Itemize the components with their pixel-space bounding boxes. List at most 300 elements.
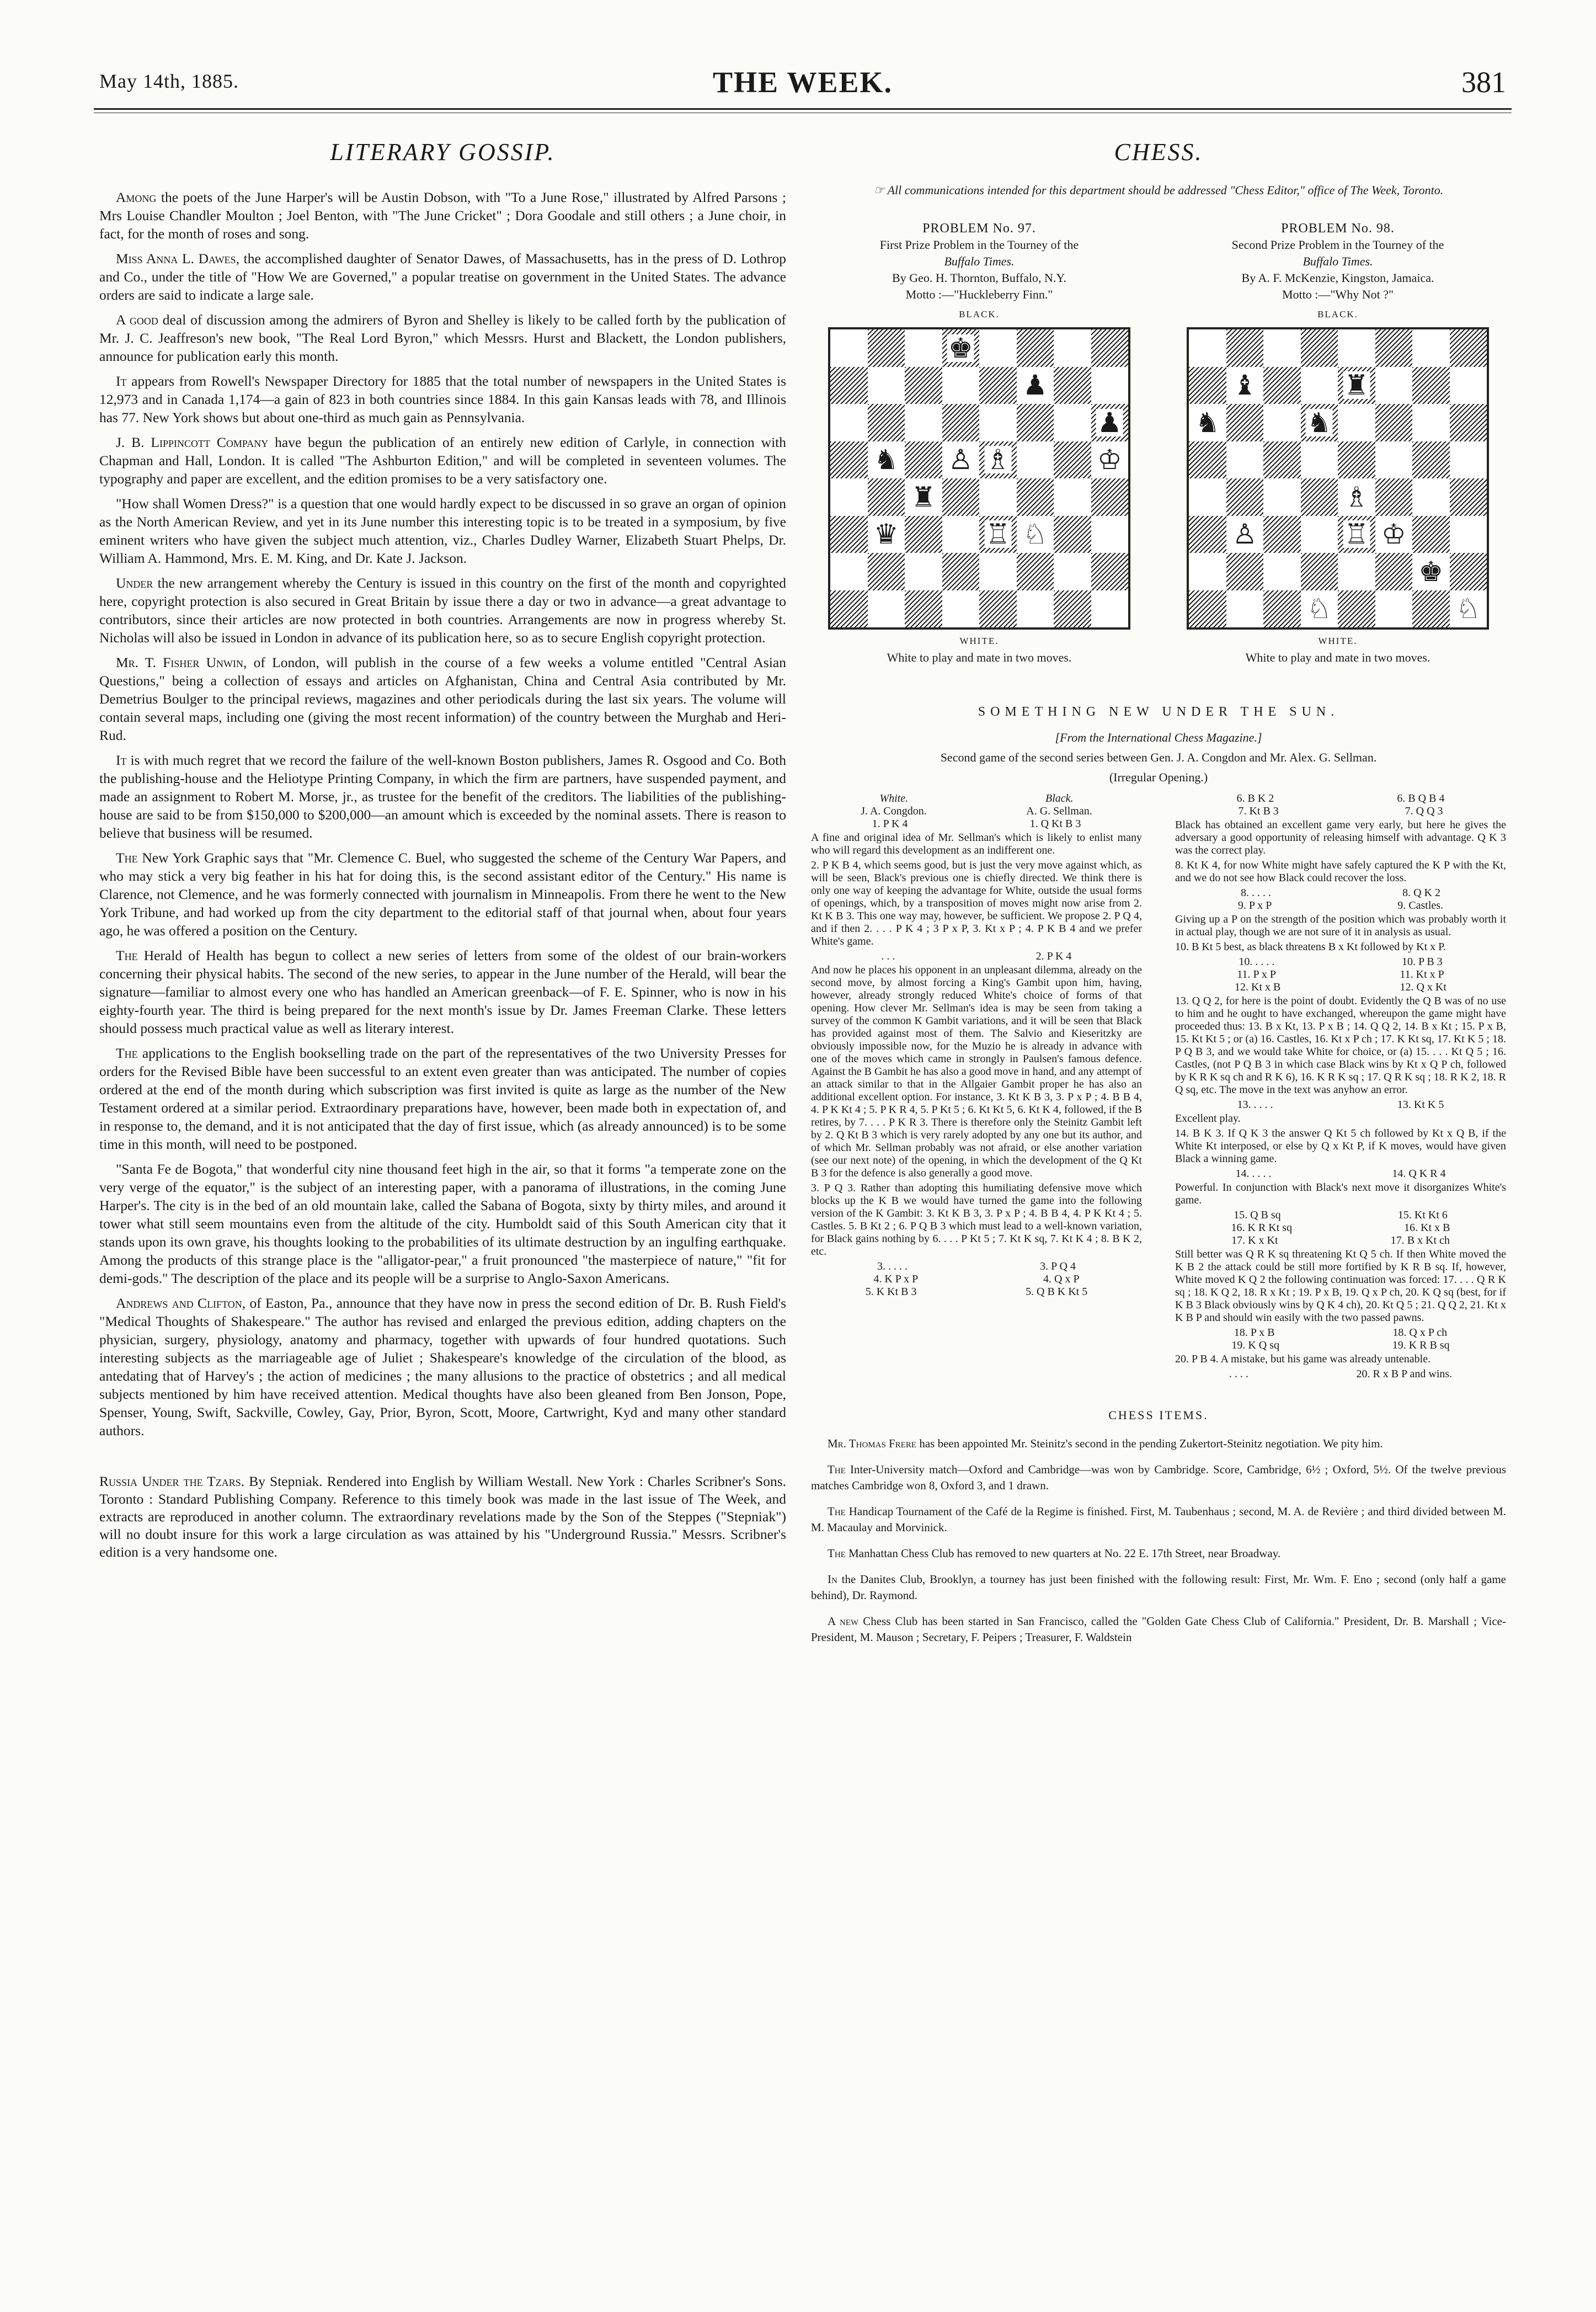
board-square: [905, 516, 942, 553]
problem-author: By Geo. H. Thornton, Buffalo, N.Y.: [892, 271, 1066, 285]
board-square: [1412, 516, 1450, 553]
black-move: 16. Kt x B: [1404, 1222, 1450, 1234]
page-header: [99, 65, 1506, 104]
chess-piece: ♚: [948, 332, 973, 364]
item-text: Chess Club has been started in San Francisco, called the "Golden Gate Chess Club of California." President, Dr. B. Marshall ; Vice-President, M. Mauson ; Secretary, F. Peipers ; Treasurer, F. Waldstein: [811, 1615, 1506, 1644]
paragraph-lead: The: [116, 947, 138, 963]
gossip-paragraph: [99, 1160, 786, 1287]
gossip-paragraph: [99, 574, 786, 647]
board-square: [1054, 441, 1091, 479]
board-square: [1054, 404, 1091, 441]
gossip-paragraph: [99, 249, 786, 304]
game-note: Powerful. In conjunction with Black's next move it disorganizes White's game.: [1175, 1181, 1506, 1206]
board-square: [1375, 478, 1413, 516]
review-title: Russia Under the Tzars.: [99, 1473, 245, 1489]
board-square: [979, 553, 1017, 590]
game-moves-1: [811, 818, 1142, 1298]
board-square: [1412, 478, 1450, 516]
black-move: 9. Castles.: [1397, 899, 1444, 912]
move-row: [1175, 899, 1506, 912]
board-square: [1189, 553, 1226, 590]
chess-piece: ♖: [1344, 519, 1369, 550]
board-square: [942, 590, 980, 628]
board-square: [1338, 367, 1375, 404]
board-square: [1301, 478, 1338, 516]
white-move: 14. . . . .: [1235, 1168, 1272, 1180]
problem-line1: Second Prize Problem in the Tourney of the: [1231, 238, 1444, 252]
board-square: [1226, 478, 1264, 516]
board-square: [979, 441, 1017, 479]
board-square: [830, 553, 868, 590]
paragraph-lead: J. B. Lippincott Company: [116, 434, 269, 450]
chess-column: [811, 138, 1506, 1655]
board-square: [1450, 404, 1487, 441]
game-note: Giving up a P on the strength of the position which was probably worth it in actual play, though we are not sure of it in analysis as usual.: [1175, 913, 1506, 938]
white-move: 10. . . . .: [1239, 956, 1275, 968]
game-column-1: [811, 792, 1142, 1381]
board-square: [1189, 478, 1226, 516]
paragraph-text: Herald of Health has begun to collect a new series of letters from some of the oldest of our brain-workers concerning their physical habits. The second of the new series, to appear in the June number of the Herald, will bear the signature—familiar to almost every one who has handled an American greenback—of F. E. Spinner, who is now in his eighty-fourth year. The third is being prepared for the next month's issue by Dr. James Freeman Clarke. These letters should possess much practical value as well as literary interest.: [99, 947, 786, 1036]
gossip-paragraph: [99, 849, 786, 940]
board-square: [1338, 329, 1375, 367]
chess-piece: ♙: [1232, 519, 1257, 550]
game-note: 13. Q Q 2, for here is the point of doubt. Evidently the Q B was of no use to him and he ought to have exchanged, whereupon the game might have proceeded thus: 13. B x Kt, 13. P x B ; 14. Q Q 2, 14. B x Kt ; 15. P x B, 15. Kt Kt 5 ; or (a) 16. Castles, 16. Kt x P ch ; 17. K Kt sq, 17. Kt K 5 ; 18. P Q B 3, and we would take White for choice, or (a) 15. . . . Kt Q 5 ; 16. Castles, (not P Q B 3 in which case Black wins by Kt x Q P ch, followed by K R K sq ch and R K 6), 16. K R K sq ; 17. Q R K sq ; 18. R K 2, 18. R Q sq, etc. The move in the text was anyhow an error.: [1175, 995, 1506, 1096]
move-row: [811, 1273, 1142, 1286]
board-square: [1450, 478, 1487, 516]
game-note: A fine and original idea of Mr. Sellman's which is likely to enlist many who will regard this development as an indifferent one.: [811, 832, 1142, 856]
move-row: [1175, 1368, 1506, 1381]
chess-item: [811, 1571, 1506, 1604]
gossip-paragraph: [99, 372, 786, 427]
gossip-paragraph: [99, 946, 786, 1037]
board-square: [830, 590, 868, 628]
board-square: [905, 478, 942, 516]
white-move: 3. . . . .: [877, 1260, 908, 1272]
chess-piece: ♖: [985, 519, 1011, 550]
board-square: [1226, 590, 1264, 628]
board-square: [1189, 404, 1226, 441]
black-move: 13. Kt K 5: [1397, 1099, 1444, 1111]
board-square: [1375, 553, 1413, 590]
white-move: 1. P K 4: [872, 818, 908, 830]
game-intro: Second game of the second series between Gen. J. A. Congdon and Mr. Alex. G. Sellman.: [940, 750, 1377, 764]
paragraph-lead: It: [116, 752, 127, 768]
board-square: [1263, 478, 1301, 516]
chess-item: [811, 1504, 1506, 1536]
chess-piece: ♟: [1097, 407, 1122, 438]
white-heading: White.: [879, 792, 909, 805]
board-square: [868, 367, 905, 404]
paragraph-text: appears from Rowell's Newspaper Directory for 1885 that the total number of newspapers in the United States is 12,973 and in Canada 1,174—a gain of 823 in both countries since 1884. In this gain Kansas leads with 78, and Illinois has 77. New York shows but about one-third as much gain as Pennsylvania.: [99, 373, 786, 425]
board-square: [1412, 590, 1450, 628]
board-square: [830, 516, 868, 553]
board-square: [1091, 590, 1129, 628]
paragraph-text: have begun the publication of an entirely new edition of Carlyle, in connection with Chapman and Hall, London. It is called "The Ashburton Edition," and will be completed in seventeen volumes. The typography and paper are excellent, and the edition promises to be a very satisfactory one.: [99, 434, 786, 487]
board-square: [830, 478, 868, 516]
move-row: [1175, 981, 1506, 994]
board-square: [1375, 329, 1413, 367]
board-square: [868, 329, 905, 367]
chess-items: [811, 1436, 1506, 1645]
board-square: [1017, 441, 1054, 479]
board-square: [1301, 329, 1338, 367]
chess-piece: ♜: [1344, 370, 1369, 401]
white-move: 12. Kt x B: [1235, 981, 1281, 993]
chess-piece: ♘: [1455, 593, 1481, 625]
black-move: 20. R x B P and wins.: [1356, 1368, 1453, 1380]
board-square: [1301, 441, 1338, 479]
game-title: SOMETHING NEW UNDER THE SUN.: [978, 705, 1339, 719]
paragraph-lead: The: [116, 1045, 138, 1061]
board-square: [1375, 516, 1413, 553]
board-square: [942, 553, 980, 590]
chess-item: [811, 1462, 1506, 1494]
game-note: 20. P B 4. A mistake, but his game was already untenable.: [1175, 1353, 1431, 1365]
paragraph-lead: Andrews and Clifton,: [116, 1295, 246, 1311]
black-label: BLACK.: [959, 309, 1000, 319]
board-square: [868, 553, 905, 590]
board-square: [868, 404, 905, 441]
board-square: [942, 329, 980, 367]
board-square: [942, 478, 980, 516]
board-square: [1226, 367, 1264, 404]
page-number: 381: [1461, 66, 1506, 99]
board-square: [1091, 553, 1129, 590]
problem-motto: Motto :—"Huckleberry Finn.": [905, 287, 1053, 301]
board-square: [830, 367, 868, 404]
board-square: [1375, 441, 1413, 479]
board-square: [979, 516, 1017, 553]
paragraph-text: "How shall Women Dress?" is a question that one would hardly expect to be discussed in so grave an organ of opinion as the North American Review, and yet in its June number this interesting topic is to be treated in a symposium, by five eminent writers who have given the subject much attention, viz., Charles Dudley Warner, Elizabeth Stuart Phelps, Dr. William A. Hammond, Mrs. E. M. King, and Dr. Kate J. Jackson.: [99, 496, 786, 566]
publication-title: THE WEEK.: [712, 66, 893, 99]
board-square: [1091, 367, 1129, 404]
move-row: [811, 950, 1142, 963]
paragraph-lead: A good: [116, 312, 158, 328]
game-opening: (Irregular Opening.): [1109, 770, 1208, 784]
board-square: [1263, 441, 1301, 479]
move-row: [1175, 1327, 1506, 1339]
problem-line1: First Prize Problem in the Tourney of the: [879, 238, 1079, 252]
item-text: has been appointed Mr. Steinitz's second in the pending Zukertort-Steinitz negotiation. We pity him.: [916, 1437, 1383, 1450]
paragraph-text: applications to the English bookselling trade on the part of the representatives of the two University Presses for orders for the Revised Bible have been successful to an extent even greater than was anticipated. The number of copies ordered at the end of the month during which subscription was first invited is quite as large as the number of the New Testament ordered at a similar period. Extraordinary preparations have, however, been made both in expectation of, and in response to, the demand, and it is not anticipated that the day of first issue, which (as already announced) is to be some time in this month, will need to be postponed.: [99, 1045, 786, 1152]
board-square: [1054, 367, 1091, 404]
board-square: [1189, 329, 1226, 367]
game-note: Excellent play.: [1175, 1112, 1241, 1125]
paragraph-lead: The: [116, 850, 138, 866]
black-move: 6. B Q B 4: [1397, 792, 1445, 805]
move-row: [1175, 1209, 1506, 1222]
black-move: 12. Q x Kt: [1400, 981, 1446, 993]
gossip-paragraph: [99, 433, 786, 488]
game-column-2: [1175, 792, 1506, 1381]
problem-98: [1170, 220, 1506, 666]
white-label: WHITE.: [1318, 636, 1358, 646]
board-square: [1412, 367, 1450, 404]
white-move: 5. K Kt B 3: [865, 1286, 917, 1298]
board-square: [1338, 441, 1375, 479]
black-move: 10. P B 3: [1401, 956, 1443, 968]
board-square: [1301, 590, 1338, 628]
game-source: [From the International Chess Magazine.]: [1055, 731, 1262, 744]
game-note: 14. B K 3. If Q K 3 the answer Q Kt 5 ch followed by Kt x Q B, if the White Kt interposed, or else by Q x Kt P, if K moves, would have given Black a winning game.: [1175, 1127, 1506, 1165]
board-square: [830, 329, 868, 367]
problem-author: By A. F. McKenzie, Kingston, Jamaica.: [1241, 271, 1434, 285]
chess-notice: ☞ All communications intended for this department should be addressed "Chess Editor," office of The Week, Toronto.: [873, 183, 1444, 197]
black-move: 4. Q x P: [1043, 1273, 1080, 1285]
board-square: [1263, 367, 1301, 404]
move-row: [811, 1260, 1142, 1273]
chess-board: [828, 327, 1130, 630]
white-move: 11. P x P: [1237, 968, 1276, 981]
board-square: [1017, 590, 1054, 628]
board-square: [1338, 590, 1375, 628]
game-score: [811, 792, 1506, 1381]
chess-item: [811, 1436, 1506, 1452]
move-row: [1175, 792, 1506, 805]
board-square: [1338, 478, 1375, 516]
board-square: [1226, 329, 1264, 367]
paragraph-lead: Among: [116, 189, 157, 205]
board-square: [1263, 590, 1301, 628]
gossip-paragraph: [99, 1044, 786, 1153]
board-square: [1189, 441, 1226, 479]
move-row: [811, 818, 1142, 830]
board-square: [905, 329, 942, 367]
board-square: [1017, 516, 1054, 553]
board-square: [1226, 553, 1264, 590]
board-square: [1301, 553, 1338, 590]
item-lead: The: [828, 1505, 846, 1518]
move-row: [811, 1286, 1142, 1298]
black-move: 19. K R B sq: [1392, 1339, 1450, 1351]
board-square: [868, 441, 905, 479]
item-lead: Mr. Thomas Frere: [828, 1437, 917, 1450]
paragraph-text: of Easton, Pa., announce that they have now in press the second edition of Dr. B. Rush Field's "Medical Thoughts of Shakespeare." The author has revised and enlarged the previous edition, adding chapters on the physician, surgery, physiology, anatomy and pharmacy, together with upwards of four hundred quotations. Such interesting subjects as the marriageable age of Juliet ; Shakespeare's knowledge of the circulation of the blood, as antedating that of Harvey's ; the action of medicines ; the many allusions to the practice of obstetrics ; and all medical subjects mentioned by him have received attention. Medical thoughts have also been gleaned from Ben Jonson, Pope, Spenser, Young, Swift, Sackville, Cowley, Gay, Prior, Byron, Scott, Moore, Cartwright, Kyd and many other standard authors.: [99, 1295, 787, 1439]
board-square: [1189, 590, 1226, 628]
board-square: [868, 590, 905, 628]
board-square: [905, 404, 942, 441]
board-square: [979, 404, 1017, 441]
game-note: 10. B Kt 5 best, as black threatens B x Kt followed by Kt x P.: [1175, 941, 1446, 953]
board-square: [1017, 404, 1054, 441]
white-move: 17. K x Kt: [1231, 1234, 1278, 1246]
board-square: [830, 404, 868, 441]
black-player: A. G. Sellman.: [1026, 805, 1092, 817]
black-move: 15. Kt Kt 6: [1397, 1209, 1448, 1221]
board-square: [1226, 441, 1264, 479]
chess-piece: ♔: [1097, 444, 1122, 476]
chess-piece: ♞: [1195, 407, 1220, 438]
board-square: [1091, 329, 1129, 367]
white-move: 6. B K 2: [1236, 792, 1274, 805]
white-move: 7. Kt B 3: [1238, 805, 1279, 817]
problem-97: [811, 220, 1147, 666]
chess-piece: ♚: [1418, 556, 1444, 587]
black-move: 17. B x Kt ch: [1390, 1234, 1450, 1246]
black-move: 7. Q Q 3: [1405, 805, 1443, 817]
board-square: [1054, 329, 1091, 367]
board-square: [1301, 516, 1338, 553]
black-move: 11. Kt x P: [1400, 968, 1444, 981]
black-label: BLACK.: [1317, 309, 1358, 319]
chess-title: CHESS.: [1114, 138, 1203, 166]
problem-motto: Motto :—"Why Not ?": [1282, 287, 1394, 301]
chess-piece: ♘: [1022, 519, 1048, 550]
game-note: And now he places his opponent in an unpleasant dilemma, already on the second move, by almost forcing a King's Gambit upon him, having, however, already strongly reduced White's choice of forms of that opening. How clever Mr. Sellman's idea is may be seen from taking a survey of the common K Gambit variations, and it will be seen that Black has provided against most of them. The Salvio and Kieseritzky are obviously impossible now, for the Muzio he is already in advance with one of the moves which came in strongly in Paulsen's famous defence. Against the B Gambit he has also a good move in hand, and any attempt of an attack similar to that in the Allgaier Gambit proper he has also an additional excellent option. For instance, 3. Kt K B 3, 3. P x P ; 4. B B 4, 4. P K Kt 4 ; 5. P K R 4, 5. P Kt 5 ; 6. Kt Kt 5, 6. Kt K 4, followed, if the B retires, by 7. . . . P K R 3. There is therefore only the Steinitz Gambit left by 2. Q Kt B 3 which is very rarely adopted by any one but its author, and of which Mr. Sellman probably was not afraid, or else another variation (see our next note) of the opening, in which the development of the Q Kt B 3 for the defence is also generally a good move.: [811, 964, 1143, 1179]
board-square: [1091, 478, 1129, 516]
gossip-paragraph: [99, 188, 786, 243]
chess-piece: ♟: [1022, 370, 1048, 401]
white-move: 15. Q B sq: [1234, 1209, 1281, 1221]
white-move: 9. P x P: [1237, 899, 1272, 912]
board-square: [1450, 590, 1487, 628]
board-square: [979, 329, 1017, 367]
board-square: [942, 516, 980, 553]
white-player: J. A. Congdon.: [861, 805, 927, 817]
board-square: [942, 367, 980, 404]
players-header: [811, 792, 1142, 805]
chess-board: [1187, 327, 1489, 630]
board-square: [1412, 404, 1450, 441]
move-row: [1175, 1222, 1506, 1234]
paragraph-lead: Miss Anna L. Dawes,: [116, 251, 239, 267]
board-square: [1017, 367, 1054, 404]
board-square: [1301, 404, 1338, 441]
move-row: [1175, 1099, 1506, 1111]
chess-problems: [811, 220, 1506, 666]
board-square: [905, 590, 942, 628]
board-square: [1054, 553, 1091, 590]
board-square: [1450, 516, 1487, 553]
game-note: 8. Kt K 4, for now White might have safely captured the K P with the Kt, and we do not see how Black could recover the loss.: [1175, 859, 1506, 884]
board-square: [979, 590, 1017, 628]
item-text: the Danites Club, Brooklyn, a tourney has just been finished with the following result: First, Mr. Wm. F. Eno ; second (only half a game behind), Dr. Raymond.: [811, 1573, 1506, 1602]
move-row: [1175, 887, 1506, 899]
paragraph-lead: It: [116, 373, 127, 389]
board-square: [1375, 404, 1413, 441]
board-square: [1091, 404, 1129, 441]
chess-piece: ♙: [948, 444, 973, 476]
literary-gossip-column: [99, 138, 786, 1561]
paragraph-text: of London, will publish in the course of a few weeks a volume entitled "Central Asian Questions," being a collection of essays and articles on Afghanistan, China and Central Asia contributed by Mr. Demetrius Boulger to the principal reviews, magazines and other periodicals during the last six years. The volume will contain several maps, including one (giving the most recent information) of the country between the Murghab and Heri-Rud.: [99, 654, 786, 743]
board-square: [1017, 553, 1054, 590]
board-square: [1412, 553, 1450, 590]
board-square: [1301, 367, 1338, 404]
item-lead: The: [828, 1547, 846, 1560]
gossip-paragraph: [99, 653, 786, 744]
board-square: [1091, 441, 1129, 479]
board-square: [979, 478, 1017, 516]
board-square: [1338, 553, 1375, 590]
gossip-paragraph: [99, 494, 786, 567]
white-move: 18. P x B: [1234, 1327, 1275, 1339]
board-square: [1091, 516, 1129, 553]
item-lead: The: [828, 1463, 846, 1476]
chess-piece: ♗: [1344, 481, 1369, 513]
problem-caption: White to play and mate in two moves.: [1245, 651, 1430, 664]
black-move: 14. Q K R 4: [1392, 1168, 1446, 1180]
board-square: [905, 441, 942, 479]
board-square: [1263, 553, 1301, 590]
board-square: [1054, 590, 1091, 628]
problem-line2: Buffalo Times.: [944, 254, 1015, 268]
paragraph-lead: Mr. T. Fisher Unwin,: [116, 654, 247, 670]
game-note: 3. P Q 3. Rather than adopting this humiliating defensive move which blocks up the K B we would have turned the game into the following version of the K Gambit: 3. Kt K B 3, 3. P x P ; 4. B B 4, 4. P K Kt 4 ; 5. Castles. 5. B Kt 2 ; 6. P Q B 3 which must lead to a well-known variation, for Black gains nothing by 6. . . . P Kt 5 ; 7. Kt K sq, 7. Kt K 4 ; 8. B K 2, etc.: [811, 1182, 1142, 1258]
item-text: Manhattan Chess Club has removed to new quarters at No. 22 E. 17th Street, near Broadway.: [845, 1547, 1281, 1560]
move-row: [1175, 805, 1506, 818]
white-move: 8. . . . .: [1241, 887, 1272, 899]
board-square: [1263, 404, 1301, 441]
white-move: 19. K Q sq: [1231, 1339, 1280, 1351]
chess-piece: ♔: [1381, 519, 1406, 550]
white-move: 13. . . . .: [1237, 1099, 1273, 1111]
game-note: Black has obtained an excellent game very early, but here he gives the adversary a good opportunity of releasing himself with advantage. Q K 3 was the correct play.: [1175, 819, 1506, 856]
black-heading: Black.: [1045, 792, 1074, 805]
chess-piece: ♝: [1232, 370, 1257, 401]
board-square: [1017, 478, 1054, 516]
problem-caption: White to play and mate in two moves.: [887, 651, 1072, 664]
board-square: [1226, 404, 1264, 441]
item-text: Inter-University match—Oxford and Cambridge—was won by Cambridge. Score, Cambridge, 6½ ; Oxford, 5½. Of the twelve previous matches Cambridge won 8, Oxford 3, and 1 drawn.: [811, 1463, 1506, 1492]
chess-piece: ♛: [873, 519, 899, 550]
paragraph-text: New York Graphic says that "Mr. Clemence C. Buel, who suggested the scheme of the Century War Papers, and who may stick a very big feather in his hat for doing this, is the second assistant editor of the Century." His name is Clarence, not Clemence, and he was formerly connected with journalism in Minneapolis. From there he went to the New York Tribune, and had worked up from the city department to the editorial staff of that journal when, about four years ago, he was offered a position on the Century.: [99, 850, 786, 939]
paragraph-text: "Santa Fe de Bogota," that wonderful city nine thousand feet high in the air, so that it forms "a temperate zone on the very verge of the equator," is the subject of an interesting paper, with a panorama of illustrations, in the coming June Harper's. The city is in the bed of an old mountain lake, called the Sabana of Bogota, sixty by thirty miles, and around it tower what still seem mountains even from the altitude of the city. Humboldt said of this South American city that it stands upon its own grave, his thoughts looking to the probabilities of its ultimate destruction by an ingulfing earthquake. Among the products of this strange place is the "alligator-pear," a fruit pronounced "the masterpiece of nature," "fit for demi-gods." The description of the place and its people will be a surprise to Anglo-Saxon Americans.: [99, 1161, 786, 1286]
gossip-paragraph: [99, 1294, 786, 1440]
board-square: [1054, 516, 1091, 553]
white-move: 16. K R Kt sq: [1231, 1222, 1293, 1234]
board-square: [1338, 516, 1375, 553]
move-row: [1175, 968, 1506, 981]
board-square: [1189, 367, 1226, 404]
chess-item: [811, 1613, 1506, 1645]
paragraph-text: the accomplished daughter of Senator Dawes, of Massachusetts, has in the press of D. Lothrop and Co., under the title of "How We are Governed," a popular treatise on government in the United States. The advance orders are said to indicate a large sale.: [99, 251, 786, 303]
paragraph-text: deal of discussion among the admirers of Byron and Shelley is likely to be called forth by the publication of Mr. J. C. Jeaffreson's new book, "The Real Lord Byron," which Messrs. Hurst and Blackett, the London publishers, announce for publication early this month.: [99, 312, 786, 364]
black-move: 1. Q Kt B 3: [1029, 818, 1081, 830]
board-square: [1412, 329, 1450, 367]
black-move: 8. Q K 2: [1402, 887, 1440, 899]
chess-piece: ♘: [1306, 593, 1332, 625]
board-square: [868, 516, 905, 553]
black-move: 3. P Q 4: [1040, 1260, 1076, 1272]
paragraph-text: the new arrangement whereby the Century is issued in this country on the first of the month and copyrighted here, copyright protection is also secured in Great Britain by issue there a day or two in advance—a great advantage to contributors, since their articles are now protected in both countries. Arrangements are now in progress whereby St. Nicholas will also be issued in London in advance of its publication here, so as to secure English copyright protection.: [99, 575, 786, 646]
board-square: [1450, 329, 1487, 367]
item-lead: A new: [828, 1615, 859, 1628]
board-square: [905, 553, 942, 590]
problem-number: PROBLEM No. 97.: [922, 221, 1036, 236]
paragraph-text: the poets of the June Harper's will be Austin Dobson, with "To a June Rose," illustrated by Alfred Parsons ; Mrs Louise Chandler Moulton ; Joel Benton, with "The June Cricket" ; Dora Goodale and still others ; a June choir, in fact, for the month of roses and song.: [99, 189, 786, 242]
problem-line2: Buffalo Times.: [1303, 254, 1373, 268]
issue-date: May 14th, 1885.: [99, 70, 239, 92]
review-text: By Stepniak. Rendered into English by William Westall. New York : Charles Scribner's Sons. Toronto : Standard Publishing Company. Reference to this timely book was made in the last issue of The Week, and extracts are reproduced in another column. The extraordinary revelations made by the Son of the Steppes ("Stepniak") will no doubt insure for this work a large circulation as was attained by his "Underground Russia." Messrs. Scribner's edition is a very handsome one.: [99, 1473, 786, 1560]
board-square: [1412, 441, 1450, 479]
gossip-paragraph: [99, 751, 786, 842]
move-row: [1175, 1339, 1506, 1352]
chess-piece: ♗: [985, 444, 1011, 476]
literary-paragraphs: [99, 188, 786, 1440]
board-square: [1450, 441, 1487, 479]
board-square: [1054, 478, 1091, 516]
paragraph-text: is with much regret that we record the failure of the well-known Boston publishers, James R. Osgood and Co. Both the publishing-house and the Heliotype Printing Company, in which the firm are partners, have suspended payment, and made an assignment to Robert M. Morse, jr., as trustee for the benefit of the creditors. The liabilities of the publishing-house are said to be from $150,000 to $200,000—an amount which is exceeded by the nominal assets. There is reason to believe that business will be resumed.: [99, 752, 786, 841]
board-square: [868, 478, 905, 516]
chess-piece: ♜: [911, 481, 936, 513]
board-square: [1189, 516, 1226, 553]
header-rule: [94, 108, 1512, 110]
move-row: [1175, 1168, 1506, 1180]
chess-items-title: CHESS ITEMS.: [1108, 1408, 1209, 1422]
game-note: Still better was Q R K sq threatening Kt Q 5 ch. If then White moved the K B 2 the attack could be still more fortified by K R B sq. If, however, White moved K Q 2 the following continuation was forced: 17. . . . Q R K sq ; 18. K Q 2, 18. R x Kt ; 19. P x B, 19. Q x P ch, 20. K Q sq (best, for if K B 3 Black obviously wins by Q K 4 ch), 20. Kt Q 5 ; 21. Q Q 2, 21. Kt x K B P and should win easily with the two passed pawns.: [1175, 1248, 1506, 1324]
black-move: 5. Q B K Kt 5: [1026, 1286, 1088, 1298]
gossip-paragraph: [99, 311, 786, 365]
